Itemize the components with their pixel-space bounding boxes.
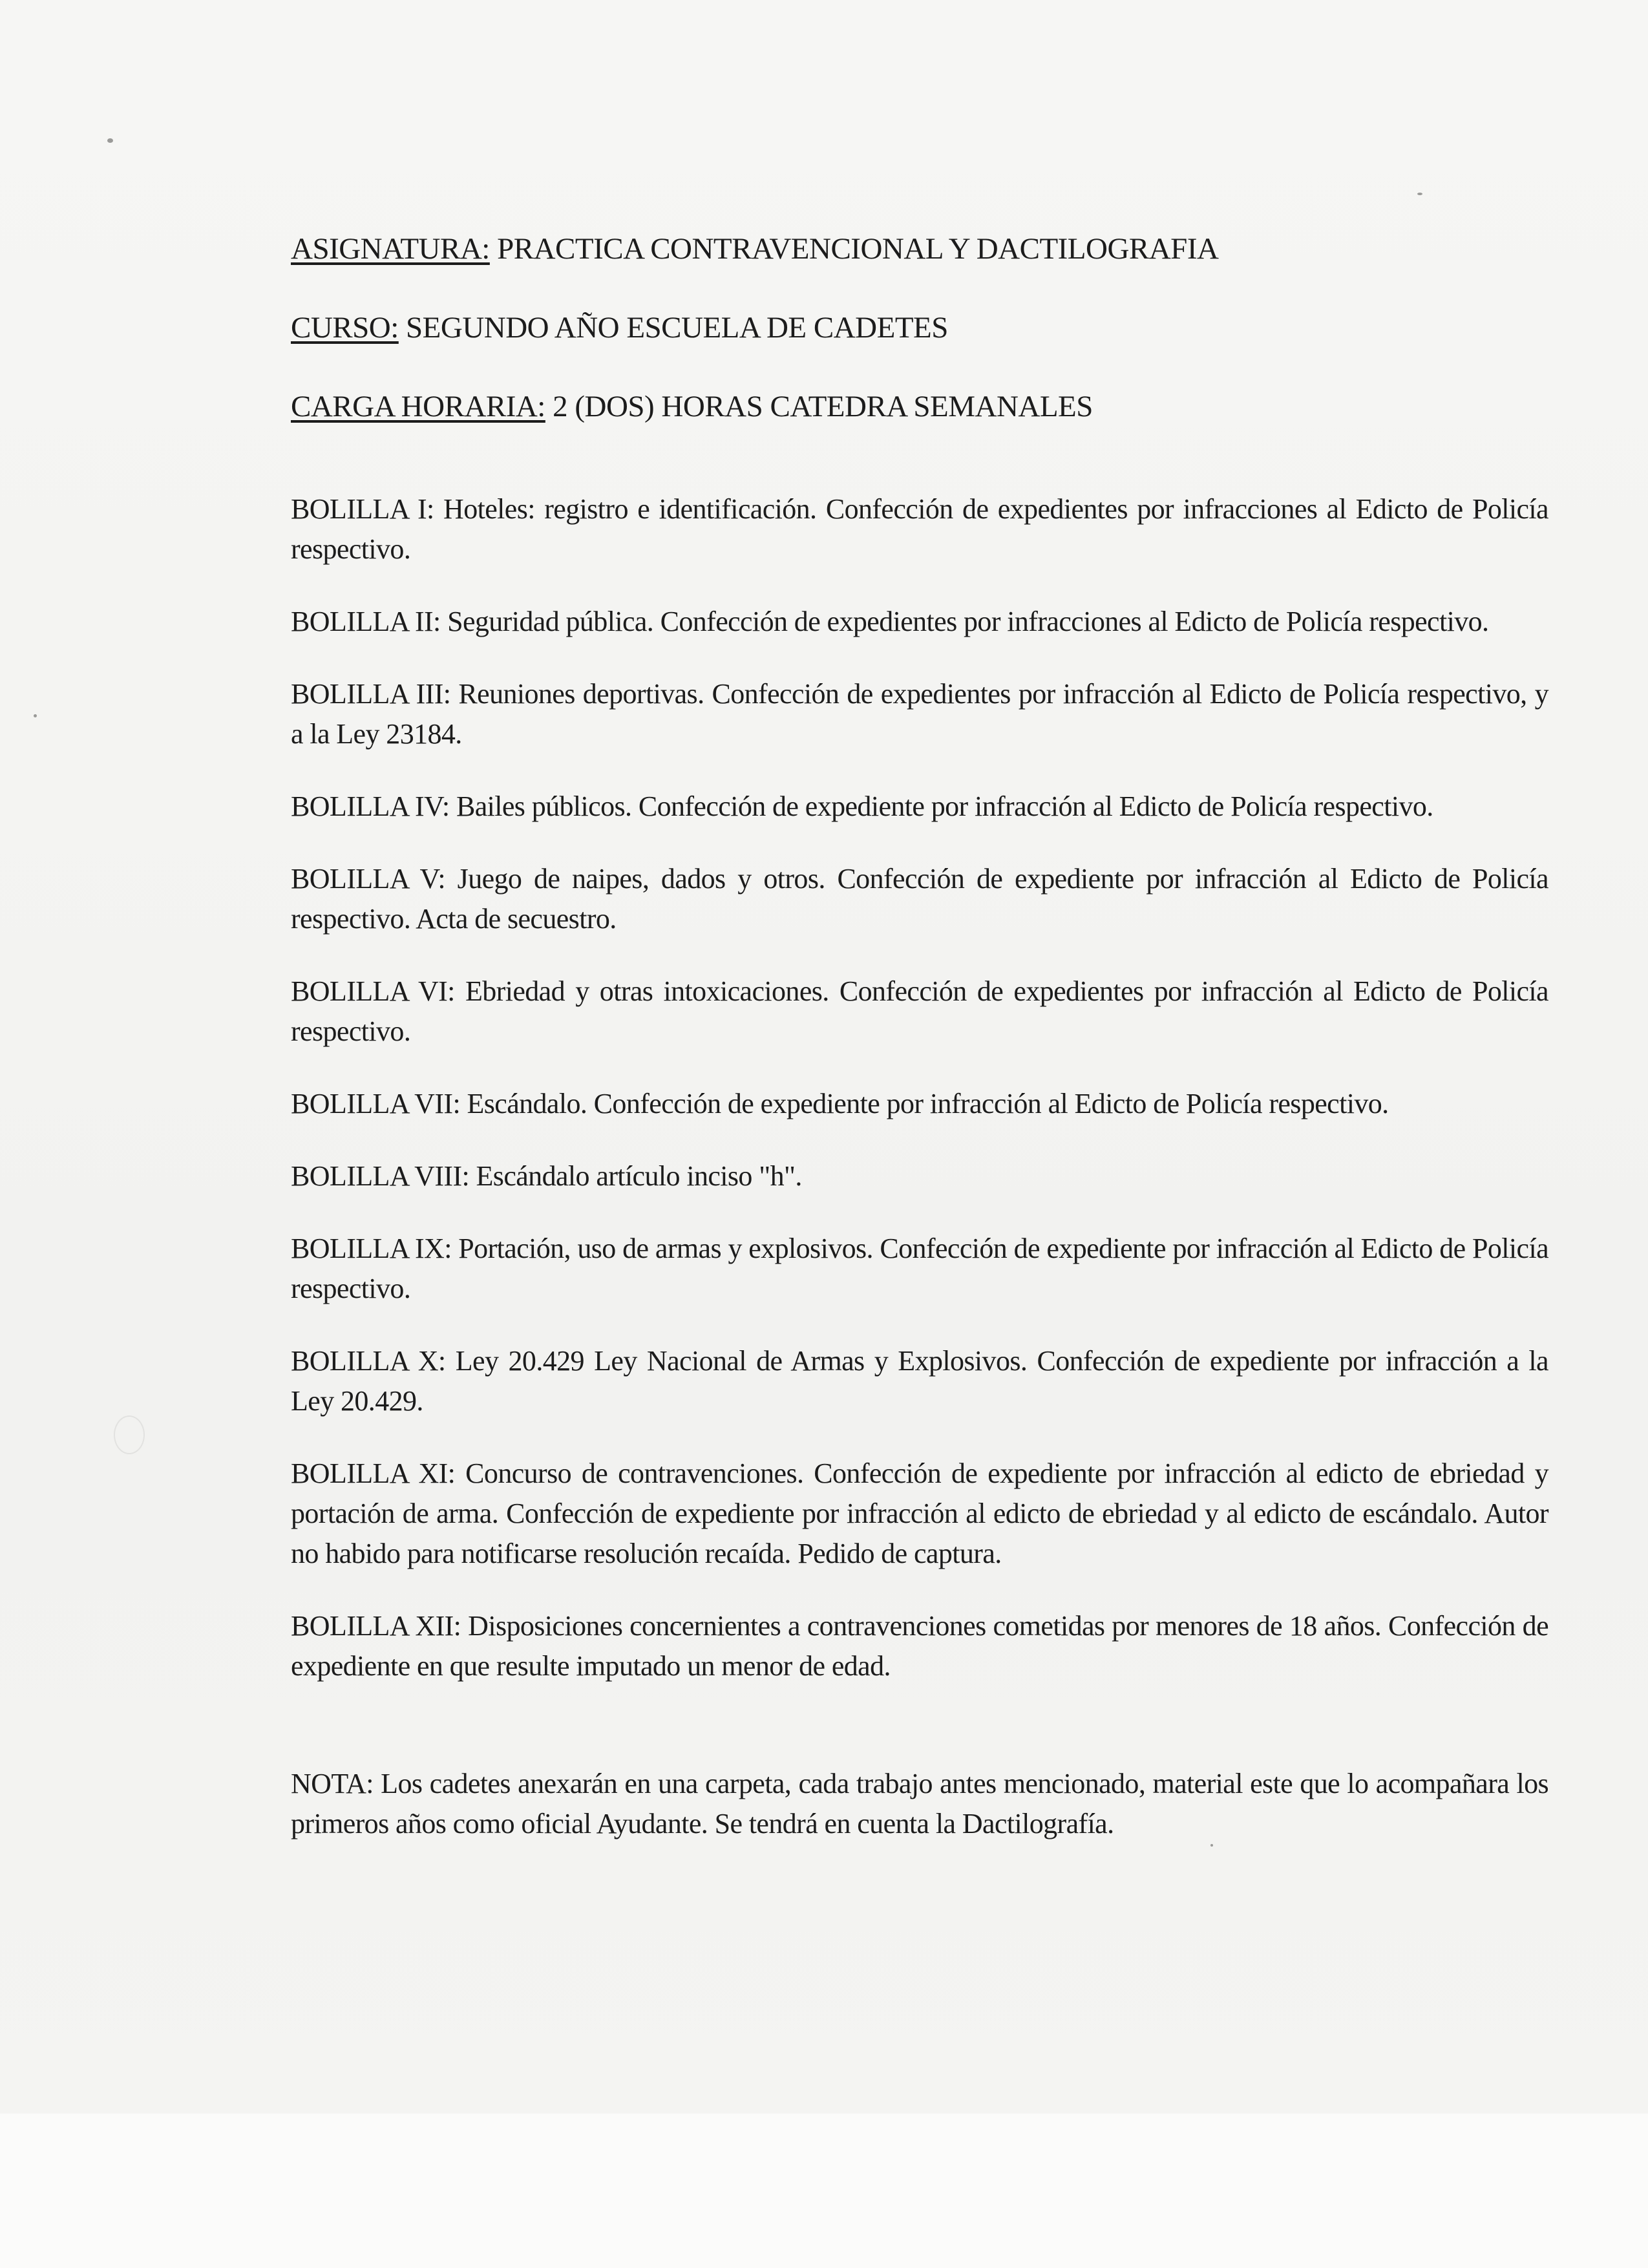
curso-label: CURSO:	[291, 311, 399, 344]
course-header	[291, 229, 1548, 426]
scan-speck	[107, 138, 113, 143]
document-body	[291, 229, 1548, 1872]
asignatura-line	[291, 229, 1548, 268]
bolilla-5: BOLILLA V: Juego de naipes, dados y otros. Confección de expediente por infracción al Edicto de Policía respectivo. Acta de secuestro.	[291, 863, 1548, 935]
curso-value: SEGUNDO AÑO ESCUELA DE CADETES	[406, 311, 948, 344]
asignatura-value: PRACTICA CONTRAVENCIONAL Y DACTILOGRAFIA	[497, 232, 1219, 266]
carga-horaria-value: 2 (DOS) HORAS CATEDRA SEMANALES	[553, 390, 1093, 423]
scan-smudge	[114, 1415, 145, 1454]
bolilla-3: BOLILLA III: Reuniones deportivas. Confección de expedientes por infracción al Edicto de Policía respectivo, y a la Ley 23184.	[291, 678, 1548, 750]
carga-horaria-line	[291, 387, 1548, 426]
asignatura-label: ASIGNATURA:	[291, 232, 490, 266]
bolilla-2: BOLILLA II: Seguridad pública. Confección de expedientes por infracciones al Edicto de Policía respectivo.	[291, 606, 1489, 637]
bolilla-1: BOLILLA I: Hoteles: registro e identificación. Confección de expedientes por infracciones al Edicto de Policía respectivo.	[291, 493, 1548, 565]
bolilla-7: BOLILLA VII: Escándalo. Confección de expediente por infracción al Edicto de Policía respectivo.	[291, 1088, 1389, 1119]
nota-paragraph: NOTA: Los cadetes anexarán en una carpeta, cada trabajo antes mencionado, material este que lo acompañara los primeros años como oficial Ayudante. Se tendrá en cuenta la Dactilografía.	[291, 1768, 1548, 1839]
bolilla-12: BOLILLA XII: Disposiciones concernientes a contravenciones cometidas por menores de 18 años. Confección de expediente en que resulte imputado un menor de edad.	[291, 1610, 1548, 1682]
scan-bottom-strip	[0, 2114, 1648, 2268]
bolilla-11: BOLILLA XI: Concurso de contravenciones. Confección de expediente por infracción al edicto de ebriedad y portación de arma. Confección de expediente por infracción al edicto de ebriedad y al edicto de escándalo. Autor no habido para notificarse resolución recaída. Pedido de captura.	[291, 1457, 1548, 1569]
bolillas-list	[291, 489, 1548, 1686]
curso-line	[291, 308, 1548, 347]
bolilla-9: BOLILLA IX: Portación, uso de armas y explosivos. Confección de expediente por infracción al Edicto de Policía respectivo.	[291, 1233, 1548, 1304]
bolilla-4: BOLILLA IV: Bailes públicos. Confección de expediente por infracción al Edicto de Policía respectivo.	[291, 790, 1433, 822]
scan-speck	[1417, 193, 1422, 195]
bolilla-10: BOLILLA X: Ley 20.429 Ley Nacional de Armas y Explosivos. Confección de expediente por infracción a la Ley 20.429.	[291, 1345, 1548, 1417]
carga-horaria-label: CARGA HORARIA:	[291, 390, 545, 423]
bolilla-8: BOLILLA VIII: Escándalo artículo inciso "h".	[291, 1160, 802, 1192]
scan-speck	[34, 714, 37, 717]
bolilla-6: BOLILLA VI: Ebriedad y otras intoxicaciones. Confección de expedientes por infracción al Edicto de Policía respectivo.	[291, 975, 1548, 1047]
